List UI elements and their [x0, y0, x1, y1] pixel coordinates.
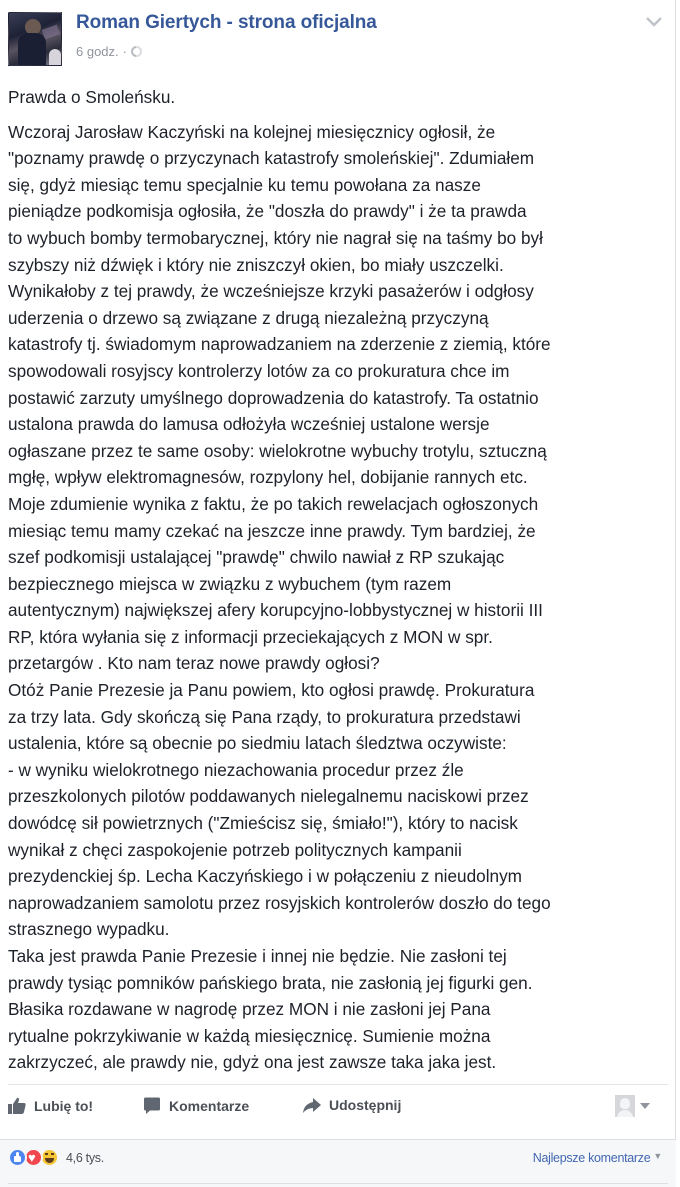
meta-separator: · [122, 44, 127, 59]
post-line: prawdy tysiąc pomników pańskiego brata, nie zasłonią jej figurki gen. [8, 972, 533, 993]
comment-button[interactable] [143, 1097, 249, 1115]
post-line: przeszkolonych pilotów poddawanych nielegalnemu naciskowi przez [8, 786, 529, 807]
caret-down-icon [640, 1103, 650, 1109]
post-line: za trzy lata. Gdy skończą się Pana rządy, to prokuratura przedstawi [8, 706, 521, 727]
post-meta [76, 44, 142, 59]
like-reaction-icon [8, 1148, 27, 1167]
post-line: ustalenia, które są obecnie po siedmiu latach śledztwa oczywiste: [8, 733, 507, 754]
post-line: postawić zarzuty umyślnego doprowadzenia do katastrofy. Ta ostatnio [8, 387, 539, 408]
post-title: Prawda o Smoleńsku. [8, 87, 176, 107]
reactions-summary[interactable] [8, 1148, 104, 1167]
post-line: Moje zdumienie wynika z faktu, że po takich rewelacjach ogłoszonych [8, 493, 539, 514]
post-line: wynikał z chęci zaspokojenie potrzeb politycznych kampanii [8, 839, 462, 860]
post-line: strasznego wypadku. [8, 919, 170, 940]
page-avatar[interactable] [8, 12, 62, 66]
post-line: naprowadzaniem samolotu przez rosyjskich kontrolerów doszło do tego [8, 892, 551, 913]
share-button[interactable] [303, 1097, 401, 1113]
profile-avatar-icon [615, 1095, 635, 1117]
post-line: uderzenia o drzewo są związane z drugą niezależną przyczyną [8, 307, 489, 328]
post-line: "poznamy prawdę o przyczynach katastrofy smoleńskiej". Zdumiałem [8, 148, 535, 169]
chevron-down-icon [644, 15, 664, 29]
post-options-button[interactable] [644, 15, 664, 31]
post-line: autentycznym) największej afery korupcyjno-lobbystycznej w historii III [8, 600, 543, 621]
post-line: katastrofy tj. świadomym naprowadzaniem na zderzenie z ziemią, które [8, 334, 551, 355]
post-body [8, 84, 668, 1076]
like-button[interactable] [8, 1097, 93, 1114]
post-line: się, gdyż miesiąc temu specjalnie ku temu powołana za nasze [8, 174, 481, 195]
post-actions-bar [0, 1085, 676, 1130]
avatar-bystander [49, 49, 61, 66]
page-name-link[interactable]: Roman Giertych - strona oficjalna [76, 12, 377, 33]
post-line: Otóż Panie Prezesie ja Panu powiem, kto ogłosi prawdę. Prokuratura [8, 680, 535, 701]
comment-sort-label: Najlepsze komentarze [532, 1151, 651, 1165]
post-line: ogłaszane przez te same osoby: wielokrotne wybuchy trotylu, sztuczną [8, 440, 547, 461]
post-line: spowodowali rosyjscy kontrolerzy lotów za co prokuratura chce im [8, 360, 510, 381]
post-line: RP, która wyłania się z informacji przeciekających z MON w spr. [8, 626, 493, 647]
comment-bubble-icon [143, 1097, 161, 1115]
post-line: rytualne pokrzykiwanie w każdą miesięcznicę. Sumienie można [8, 1025, 491, 1046]
post-line: ustalona prawda do lamusa odłożyła wcześniej ustalone wersje [8, 414, 490, 435]
post-line: to wybuch bomby termobarycznej, który nie nagrał się na taśmy bo był [8, 227, 543, 248]
post-line: przetargów . Kto nam teraz nowe prawdy ogłosi? [8, 653, 380, 674]
avatar-body [18, 33, 46, 66]
post-line: Błasika rozdawane w nagrodę przez MON i nie zasłoni jej Pana [8, 999, 491, 1020]
post-line: Wynikałoby z tej prawdy, że wcześniejsze krzyki pasażerów i odgłosy [8, 281, 534, 302]
post-line: Taka jest prawda Panie Prezesie i innej nie będzie. Nie zasłoni tej [8, 946, 507, 966]
post-line: miesiąc temu mamy czekać na jeszcze inne prawdy. Tym bardziej, że [8, 520, 536, 541]
globe-icon[interactable] [131, 46, 142, 57]
sort-caret-icon: ▼ [653, 1151, 662, 1161]
post-line: szef podkomisji ustalającej "prawdę" chwilo nawiał z RP szukając [8, 547, 505, 568]
share-arrow-icon [303, 1098, 321, 1113]
post-line: mgłę, wpływ elektromagnesów, rozpylony hel, dobijanie rannych etc. [8, 467, 528, 488]
post-line: zakrzyczeć, ale prawdy nie, gdyż ona jest zawsze taka jaka jest. [8, 1052, 497, 1073]
like-label: Lubię to! [34, 1097, 94, 1114]
reaction-count: 4,6 tys. [66, 1150, 104, 1165]
post-line: - w wyniku wielokrotnego niezachowania procedur przez źle [8, 759, 464, 780]
post-timestamp[interactable]: 6 godz. [76, 44, 119, 59]
post-line: pieniądze podkomisja ogłosiła, że "doszła do prawdy" i że ta prawda [8, 201, 527, 222]
comment-sort-dropdown[interactable] [533, 1151, 662, 1165]
post-line: Wczoraj Jarosław Kaczyński na kolejnej miesięcznicy ogłosił, że [8, 121, 496, 142]
share-label: Udostępnij [329, 1097, 402, 1113]
post-line: prezydenckiej śp. Lecha Kaczyńskiego i w połączeniu z nieudolnym [8, 866, 522, 887]
viewer-identity-selector[interactable] [615, 1095, 650, 1117]
thumbs-up-icon [8, 1097, 26, 1114]
post-line: bezpiecznego miejsca w związku z wybuchem (tym razem [8, 573, 452, 594]
post-line: szybszy niż dźwięk i który nie zniszczył okien, bo miały uszczelki. [8, 254, 504, 275]
post-header [0, 0, 676, 80]
comment-label: Komentarze [169, 1098, 250, 1114]
footer-divider [8, 1183, 668, 1184]
post-footer [0, 1139, 676, 1187]
post-line: dowódcę sił powietrznych ("Zmieścisz się, śmiało!"), który to nacisk [8, 813, 518, 834]
